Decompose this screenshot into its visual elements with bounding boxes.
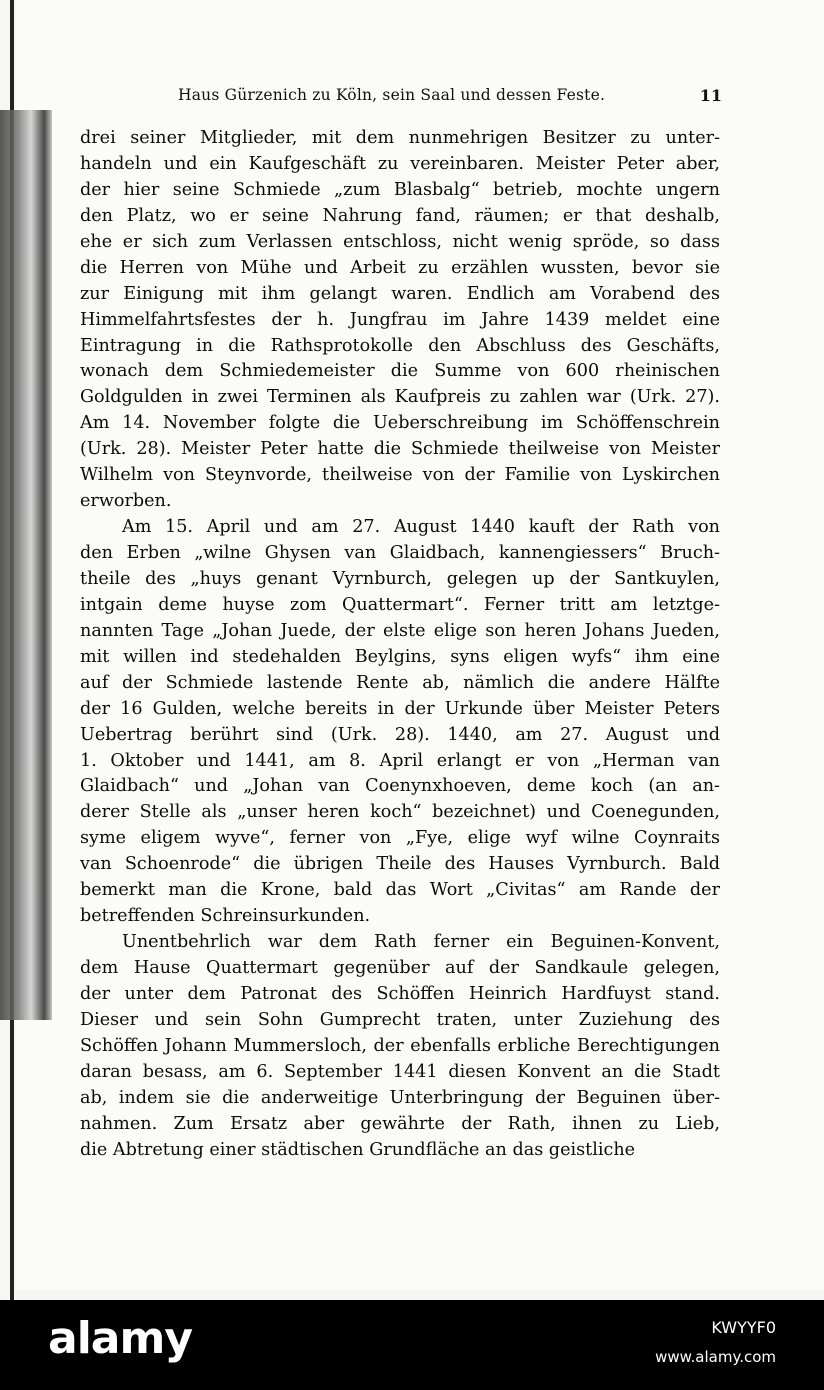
- text-line: die Herren von Mühe und Arbeit zu erzählen wussten, bevor sie: [80, 257, 720, 278]
- text-line: 1. Oktober und 1441, am 8. April erlangt er von „Herman van: [80, 750, 720, 771]
- page-number: 11: [699, 86, 722, 105]
- image-id: KWYYF0: [711, 1318, 776, 1337]
- text-line: den Platz, wo er seine Nahrung fand, räumen; er that deshalb,: [80, 205, 720, 226]
- site-url: www.alamy.com: [655, 1348, 776, 1366]
- text-line: erworben.: [80, 491, 172, 512]
- text-line: der unter dem Patronat des Schöffen Heinrich Hardfuyst stand.: [80, 983, 720, 1004]
- text-line: van Schoenrode“ die übrigen Theile des Hauses Vyrnburch. Bald: [80, 854, 720, 875]
- text-line: wonach dem Schmiedemeister die Summe von 600 rheinischen: [80, 361, 720, 382]
- text-line: handeln und ein Kaufgeschäft zu vereinbaren. Meister Peter aber,: [80, 153, 720, 174]
- text-line: Schöffen Johann Mummersloch, der ebenfalls erbliche Berechtigungen: [80, 1035, 720, 1056]
- book-spine-shadow: [0, 110, 52, 1020]
- text-line: Himmelfahrtsfestes der h. Jungfrau im Jahre 1439 meldet eine: [80, 309, 720, 330]
- text-line: dem Hause Quattermart gegenüber auf der Sandkaule gelegen,: [80, 958, 720, 978]
- text-line: auf der Schmiede lastende Rente ab, nämlich die andere Hälfte: [80, 672, 720, 693]
- text-line: Am 15. April und am 27. August 1440 kauft der Rath von: [122, 517, 720, 538]
- body-text: [80, 126, 720, 1164]
- text-line: mit willen ind stedehalden Beylgins, syns eligen wyfs“ ihm eine: [80, 646, 720, 667]
- alamy-logo: alamy: [48, 1313, 192, 1364]
- page-header: [80, 86, 724, 110]
- text-line: Wilhelm von Steynvorde, theilweise von der Familie von Lyskirchen: [80, 465, 720, 486]
- text-line: Dieser und sein Sohn Gumprecht traten, unter Zuziehung des: [80, 1009, 720, 1030]
- text-line: nahmen. Zum Ersatz aber gewährte der Rath, ihnen zu Lieb,: [80, 1113, 720, 1134]
- text-line: Glaidbach“ und „Johan van Coenynxhoeven, deme koch (an an-: [80, 776, 720, 797]
- text-line: theile des „huys genant Vyrnburch, gelegen up der Santkuylen,: [80, 568, 720, 589]
- text-line: ehe er sich zum Verlassen entschloss, nicht wenig spröde, so dass: [80, 231, 720, 252]
- text-line: zur Einigung mit ihm gelangt waren. Endlich am Vorabend des: [80, 283, 720, 304]
- text-line: syme eligem wyve“, ferner von „Fye, elige wyf wilne Coynraits: [80, 828, 720, 849]
- text-line: daran besass, am 6. September 1441 diesen Konvent an die Stadt: [80, 1061, 720, 1082]
- text-line: der hier seine Schmiede „zum Blasbalg“ betrieb, mochte ungern: [80, 179, 720, 200]
- text-line: betreffenden Schreinsurkunden.: [80, 906, 371, 927]
- text-line: drei seiner Mitglieder, mit dem nunmehrigen Besitzer zu unter-: [80, 128, 720, 148]
- text-line: ab, indem sie die anderweitige Unterbringung der Beguinen über-: [80, 1087, 720, 1108]
- paragraph: [80, 930, 720, 1163]
- text-line: (Urk. 28). Meister Peter hatte die Schmiede theilweise von Meister: [80, 439, 720, 460]
- text-line: intgain deme huyse zom Quattermart“. Ferner tritt am letztge-: [80, 594, 720, 615]
- text-line: nannten Tage „Johan Juede, der elste elige son heren Johans Jueden,: [80, 620, 720, 641]
- running-head: Haus Gürzenich zu Köln, sein Saal und dessen Feste.: [178, 86, 606, 104]
- paragraph: [80, 515, 720, 930]
- text-line: derer Stelle als „unser heren koch“ bezeichnet) und Coenegunden,: [80, 802, 720, 823]
- text-line: Am 14. November folgte die Ueberschreibung im Schöffenschrein: [80, 413, 720, 434]
- text-line: Eintragung in die Rathsprotokolle den Abschluss des Geschäfts,: [80, 335, 720, 356]
- text-line: den Erben „wilne Ghysen van Glaidbach, kannengiessers“ Bruch-: [80, 543, 720, 563]
- text-line: der 16 Gulden, welche bereits in der Urkunde über Meister Peters: [80, 698, 720, 719]
- paragraph: [80, 126, 720, 515]
- text-line: Goldgulden in zwei Terminen als Kaufpreis zu zahlen war (Urk. 27).: [80, 387, 720, 408]
- text-line: Unentbehrlich war dem Rath ferner ein Beguinen-Konvent,: [122, 932, 720, 953]
- text-line: Uebertrag berührt sind (Urk. 28). 1440, am 27. August und: [80, 724, 720, 745]
- text-line: die Abtretung einer städtischen Grundfläche an das geistliche: [80, 1139, 636, 1160]
- text-line: bemerkt man die Krone, bald das Wort „Civitas“ am Rande der: [80, 880, 720, 901]
